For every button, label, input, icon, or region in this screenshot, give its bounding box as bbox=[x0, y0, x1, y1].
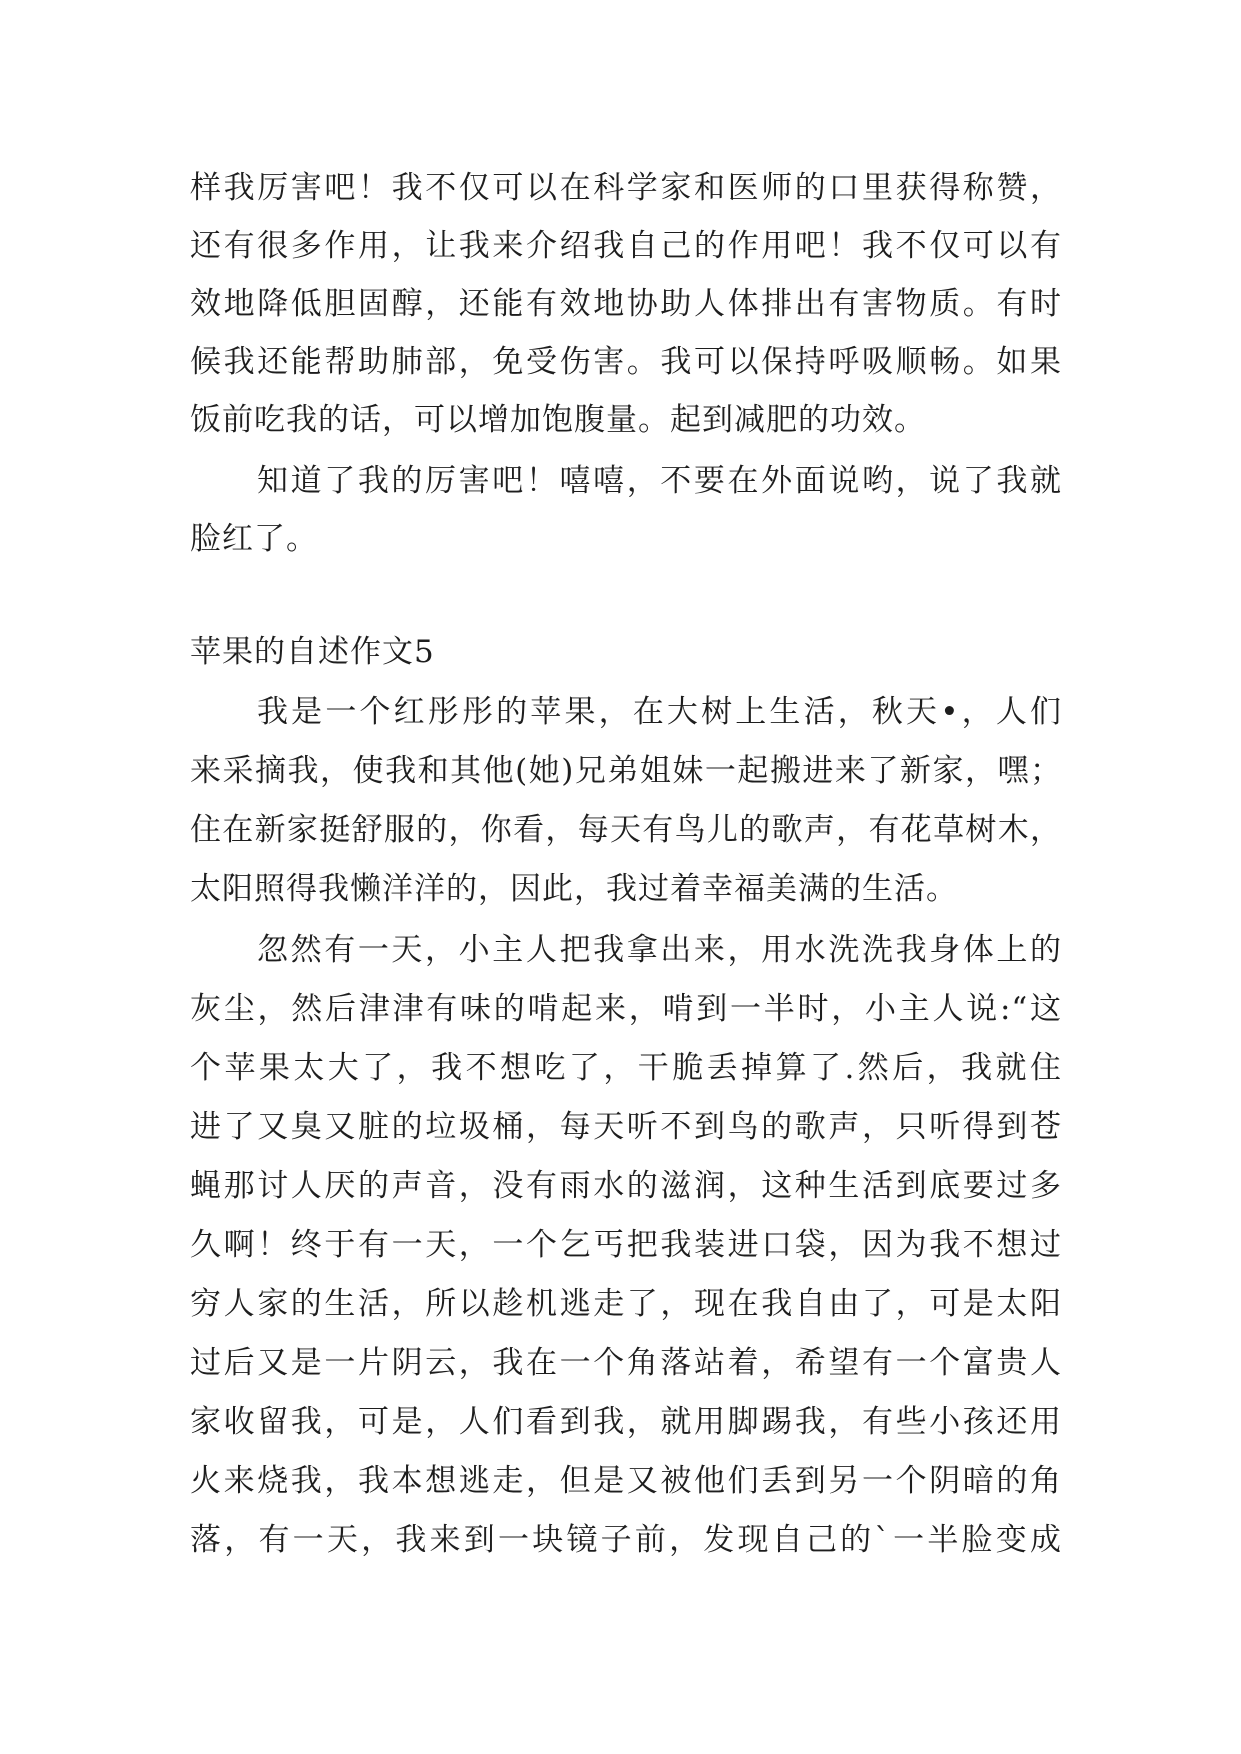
text-line: 家收留我，可是，人们看到我，就用脚踢我，有些小孩还用 bbox=[190, 1404, 1062, 1440]
text-line: 落，有一天，我来到一块镜子前，发现自己的`一半脸变成 bbox=[190, 1522, 1062, 1558]
text-line: 住在新家挺舒服的，你看，每天有鸟儿的歌声，有花草树木， bbox=[190, 812, 1062, 848]
text-line: 火来烧我，我本想逃走，但是又被他们丢到另一个阴暗的角 bbox=[190, 1463, 1062, 1499]
text-line: 久啊！终于有一天，一个乞丐把我装进口袋，因为我不想过 bbox=[190, 1227, 1062, 1263]
text-line: 忽然有一天，小主人把我拿出来，用水洗洗我身体上的 bbox=[257, 932, 1062, 968]
paragraph bbox=[190, 452, 1062, 568]
text-line: 来采摘我，使我和其他(她)兄弟姐妹一起搬进来了新家，嘿； bbox=[190, 753, 1062, 789]
text-line: 效地降低胆固醇，还能有效地协助人体排出有害物质。有时 bbox=[190, 286, 1062, 322]
text-line: 样我厉害吧！我不仅可以在科学家和医师的口里获得称赞， bbox=[190, 170, 1062, 206]
text-line: 太阳照得我懒洋洋的，因此，我过着幸福美满的生活。 bbox=[190, 871, 958, 907]
text-line: 候我还能帮助肺部，免受伤害。我可以保持呼吸顺畅。如果 bbox=[190, 344, 1062, 380]
document-body bbox=[190, 159, 1062, 1570]
text-line: 个苹果太大了，我不想吃了，干脆丢掉算了.然后，我就住 bbox=[190, 1050, 1062, 1086]
paragraph bbox=[190, 921, 1062, 1570]
text-line: 我是一个红彤彤的苹果，在大树上生活，秋天•，人们 bbox=[257, 694, 1062, 730]
text-line: 过后又是一片阴云，我在一个角落站着，希望有一个富贵人 bbox=[190, 1345, 1062, 1381]
text-line: 灰尘，然后津津有味的啃起来，啃到一半时，小主人说:“这 bbox=[190, 991, 1062, 1027]
text-line: 还有很多作用，让我来介绍我自己的作用吧！我不仅可以有 bbox=[190, 228, 1062, 264]
text-line: 脸红了。 bbox=[190, 521, 318, 557]
text-line: 蝇那讨人厌的声音，没有雨水的滋润，这种生活到底要过多 bbox=[190, 1168, 1062, 1204]
text-line: 饭前吃我的话，可以增加饱腹量。起到减肥的功效。 bbox=[190, 402, 926, 438]
section-heading: 苹果的自述作文5 bbox=[190, 634, 435, 670]
paragraph bbox=[190, 159, 1062, 449]
text-line: 进了又臭又脏的垃圾桶，每天听不到鸟的歌声，只听得到苍 bbox=[190, 1109, 1062, 1145]
paragraph bbox=[190, 683, 1062, 919]
text-line: 穷人家的生活，所以趁机逃走了，现在我自由了，可是太阳 bbox=[190, 1286, 1062, 1322]
text-line: 知道了我的厉害吧！嘻嘻，不要在外面说哟，说了我就 bbox=[257, 463, 1062, 499]
